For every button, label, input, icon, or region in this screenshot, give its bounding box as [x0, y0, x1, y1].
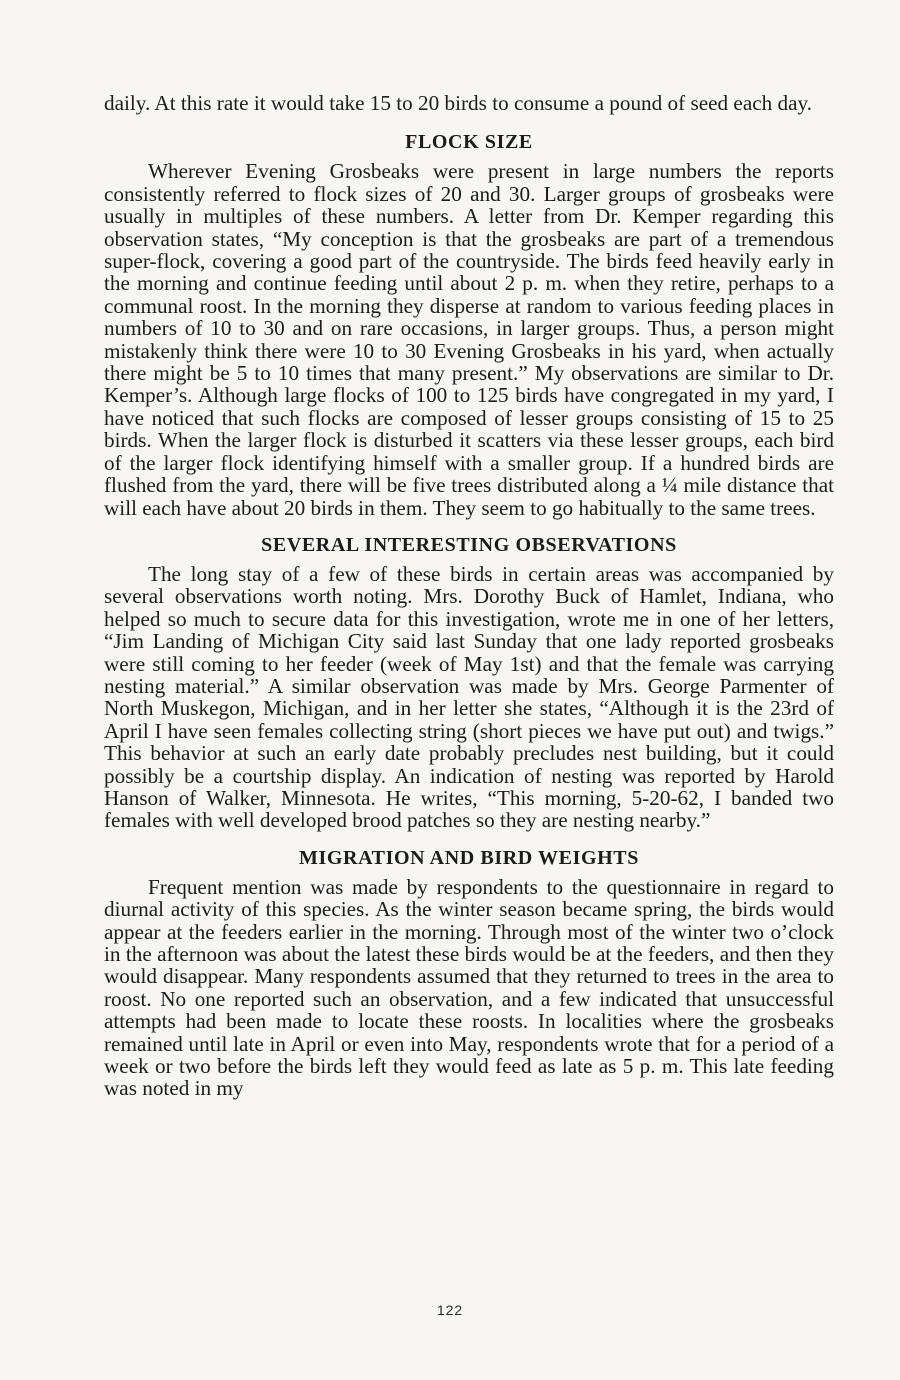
paragraph-several-interesting-observations: The long stay of a few of these birds in certain areas was accompanied by several observations worth noting. Mrs. Dorothy Buck of Hamlet, Indiana, who helped so much to secure data for this investigation, wrote me in one of her letters, “Jim Landing of Michigan City said last Sunday that one lady reported grosbeaks were still coming to her feeder (week of May 1st) and that the female was carrying nesting material.” A similar observation was made by Mrs. George Parmenter of North Muskegon, Michigan, and in her letter she states, “Although it is the 23rd of April I have seen females collecting string (short pieces we have put out) and twigs.” This behavior at such an early date probably precludes nest building, but it could possibly be a courtship display. An indication of nesting was reported by Harold Hanson of Walker, Minnesota. He writes, “This morning, 5-20-62, I banded two females with well developed brood patches so they are nesting nearby.”	[104, 561, 834, 833]
paragraph-flock-size: Wherever Evening Grosbeaks were present in large numbers the reports consistently referred to flock sizes of 20 and 30. Larger groups of grosbeaks were usually in multiples of these numbers. A letter from Dr. Kemper regarding this observation states, “My conception is that the grosbeaks are part of a tremendous super-flock, covering a good part of the countryside. The birds feed heavily early in the morning and continue feeding until about 2 p. m. when they retire, perhaps to a communal roost. In the morning they disperse at random to various feeding places in numbers of 10 to 30 and on rare occasions, in larger groups. Thus, a person might mistakenly think there were 10 to 30 Evening Grosbeaks in his yard, when actually there might be 5 to 10 times that many present.” My observations are similar to Dr. Kemper’s. Although large flocks of 100 to 125 birds have congregated in my yard, I have noticed that such flocks are composed of lesser groups consisting of 15 to 25 birds. When the larger flock is disturbed it scatters via these lesser groups, each bird of the larger flock identifying himself with a smaller group. If a hundred birds are flushed from the yard, there will be five trees distributed along a ¼ mile distance that will each have about 20 birds in them. They seem to go habitually to the same trees.	[104, 159, 834, 520]
page-body	[104, 92, 834, 1100]
paragraph-migration-and-bird-weights: Frequent mention was made by respondents to the questionnaire in regard to diurnal activity of this species. As the winter season became spring, the birds would appear at the feeders earlier in the morning. Through most of the winter two o’clock in the afternoon was about the latest these birds would be at the feeders, and then they would disappear. Many respondents assumed that they returned to trees in the area to roost. No one reported such an observation, and a few indicated that unsuccessful attempts had been made to locate these roosts. In localities where the grosbeaks remained until late in April or even into May, respondents wrote that for a period of a week or two before the birds left they would feed as late as 5 p. m. This late feeding was noted in my	[104, 874, 834, 1101]
continuation-paragraph: daily. At this rate it would take 15 to 20 birds to consume a pound of seed each day.	[104, 91, 813, 115]
heading-flock-size: FLOCK SIZE	[405, 131, 533, 154]
heading-several-interesting-observations: SEVERAL INTERESTING OBSERVATIONS	[261, 533, 677, 556]
page-number: 122	[436, 1302, 464, 1318]
heading-migration-and-bird-weights: MIGRATION AND BIRD WEIGHTS	[299, 846, 639, 869]
